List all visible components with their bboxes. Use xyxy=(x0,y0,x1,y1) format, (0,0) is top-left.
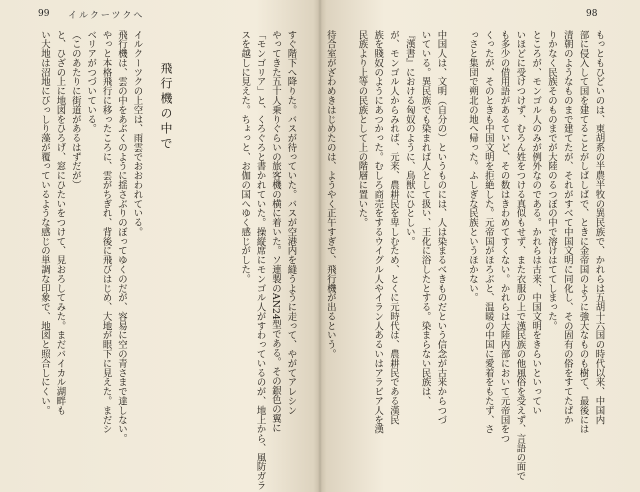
left-running-header: イルクーツクへ xyxy=(68,11,145,21)
right-line: 族を賤奴のようにあつかった。むしろ商売をするウイグル人やイラン人あるいはアラビア人を漢 xyxy=(372,30,384,434)
left-line: と、ひざの上に地図をひろげ、窓にひたいをつけて、見おろしてみた。まだバイカル湖畔も xyxy=(54,30,66,415)
book-gutter xyxy=(318,0,322,492)
right-line: いほどに受けつけず、むろん姓をつける真似もせず、また衣服の上で漢民族の他風俗を受えず、言語の面で xyxy=(514,30,526,481)
left-line: イルクーツクの上空は、雨雲でおおわれている。 xyxy=(131,30,143,237)
left-line: スを越しに見えた。ちょっと、お伽の国へゆく感じがした。 xyxy=(239,30,251,284)
right-line: 部に侵入して国を建てることがしばしばで、ときに金帝国のように強大なものも樹て、最後には xyxy=(577,30,589,434)
right-line: 清朝のようなものまで建てたが、それがすべて中国文明に同化し、その固有の俗をすてたばか xyxy=(561,30,573,425)
right-line: が、モンゴル人からみれば、元来、農耕民を卑しむため、とくに元時代は、農耕民である漢民 xyxy=(388,30,399,425)
left-line: い大地は沼地にびっしり藻が覆っているような感じの単調な印象で、地図と照合しにくい。 xyxy=(39,30,50,415)
right-line: 民族より上等の民族として上の階層に置いた。 xyxy=(356,30,368,228)
right-line: っさと集団で朔北の地へ帰った。ふしぎな民族というほかない。 xyxy=(467,30,478,303)
left-line: やってきた五十人乗りぐらいの旅客機の横に着いた。ソ連製のAN24型である。その銀色の翼に xyxy=(270,30,281,433)
right-line: いている。異民族でも染まれば人として扱い、王化に浴したとする。染まらない民族は、 xyxy=(419,30,431,406)
left-line: すぐ階下へ降りた。バスが待っていた。バスが空港内を縫うように走って、やがてアレシン xyxy=(285,30,297,415)
right-line: ところが、モンゴル人のみが例外なのである。かれらは古来、中国文明をきらいといってい xyxy=(530,30,542,415)
right-line: りかなく民族そのものまでが大陸のるつぼの中で溶けはててしまった。 xyxy=(546,30,557,331)
right-line: 待合室がざわめきはじめたのは、ようやく正午すぎで、飛行機が出るという。 xyxy=(324,30,336,359)
right-line: くったが、そのときも中国文明を拒絶した。元帝国がほろぶと、温暖の中国に愛着をもたず、さ xyxy=(482,30,494,434)
left-line: やっと本格飛行に移ったころに、雲がちぎれ、背後に飛びはじめ、大地が眼下に見えた。まだシ xyxy=(100,30,112,434)
section-title: 飛行機の中で xyxy=(159,62,173,152)
left-line: 「モンゴリア」と、くろぐろと書かれていた。操縦席にモンゴル人がすわっているのが、地上から、風防ガラ xyxy=(254,30,266,491)
left-line: 飛行機は、雲の中をあぶくのように揺さぶりのぼってゆくのだが、容易に空の青さまで達しない。 xyxy=(116,30,127,444)
left-line: （このあたりに街道があるはずだが） xyxy=(69,30,81,190)
left-line: ベリアがつづいている。 xyxy=(85,30,97,134)
right-line: 中国人は、文明（自分の）というものには、人は染まるべきものだという信念が古来からつづ xyxy=(435,30,447,425)
left-page-number: 99 xyxy=(38,9,50,19)
right-line: も多少の借用語があるていど、その数はきわめてすくない。かれらは大陸内部において元帝国をつ xyxy=(498,30,510,444)
right-line: もっともひどいのは、東胡系の半農半牧の異民族で、かれらは五胡十六国の時代以来、中国内 xyxy=(593,30,605,425)
right-line: 『漢書』における匈奴のように、鳥獣にひとしい。 xyxy=(403,30,415,246)
right-page-number: 98 xyxy=(586,9,598,19)
